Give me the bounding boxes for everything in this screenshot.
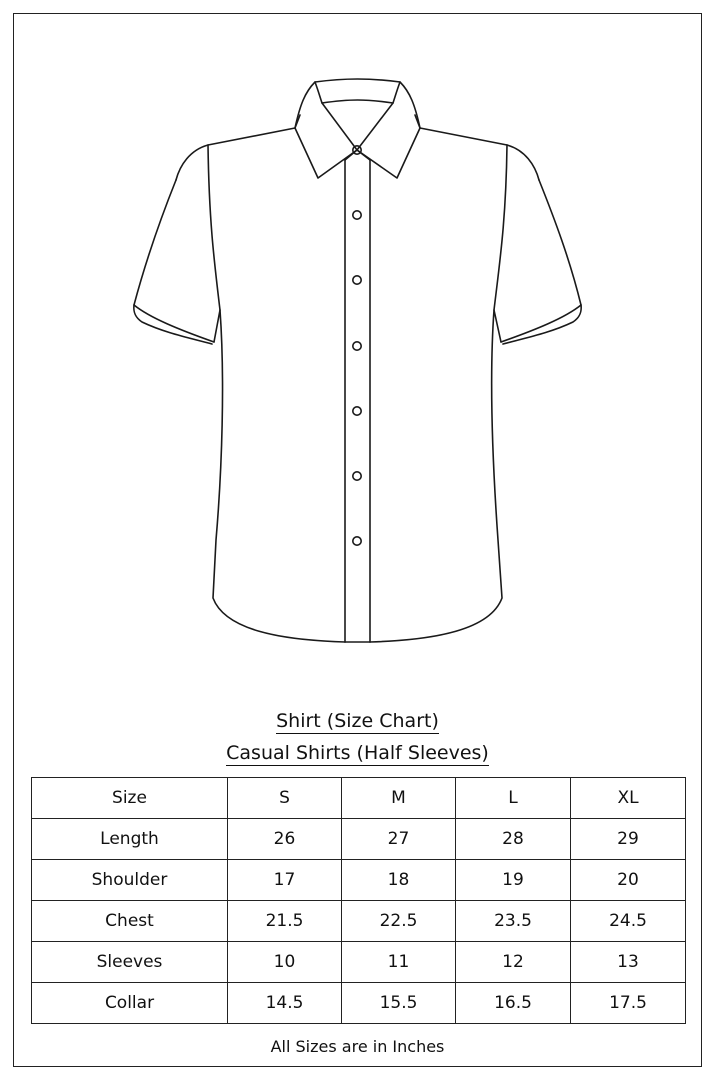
table-row	[32, 819, 686, 860]
table-cell: 29	[571, 819, 686, 860]
table-cell: 15.5	[342, 983, 456, 1024]
table-cell: 23.5	[456, 901, 571, 942]
table-cell: 10	[228, 942, 342, 983]
header-cell: M	[342, 778, 456, 819]
row-label: Sleeves	[32, 942, 228, 983]
units-footnote: All Sizes are in Inches	[270, 1037, 445, 1056]
table-cell: 16.5	[456, 983, 571, 1024]
size-chart-table	[31, 777, 686, 1024]
header-cell: Size	[32, 778, 228, 819]
table-row	[32, 860, 686, 901]
table-row	[32, 983, 686, 1024]
table-cell: 27	[342, 819, 456, 860]
page-subtitle	[0, 741, 715, 765]
row-label: Collar	[32, 983, 228, 1024]
table-cell: 20	[571, 860, 686, 901]
table-cell: 18	[342, 860, 456, 901]
table-cell: 17.5	[571, 983, 686, 1024]
table-cell: 17	[228, 860, 342, 901]
table-row	[32, 901, 686, 942]
table-cell: 26	[228, 819, 342, 860]
header-cell: XL	[571, 778, 686, 819]
row-label: Shoulder	[32, 860, 228, 901]
row-label: Chest	[32, 901, 228, 942]
table-cell: 21.5	[228, 901, 342, 942]
page-title	[0, 709, 715, 733]
table-cell: 11	[342, 942, 456, 983]
table-cell: 13	[571, 942, 686, 983]
row-label: Length	[32, 819, 228, 860]
header-cell: S	[228, 778, 342, 819]
table-row	[32, 942, 686, 983]
table-cell: 12	[456, 942, 571, 983]
table-cell: 24.5	[571, 901, 686, 942]
header-cell: L	[456, 778, 571, 819]
page-title-text: Shirt (Size Chart)	[276, 710, 439, 732]
table-header-row	[32, 778, 686, 819]
table-cell: 28	[456, 819, 571, 860]
table-cell: 14.5	[228, 983, 342, 1024]
table-cell: 19	[456, 860, 571, 901]
page-subtitle-text: Casual Shirts (Half Sleeves)	[226, 742, 489, 764]
table-cell: 22.5	[342, 901, 456, 942]
